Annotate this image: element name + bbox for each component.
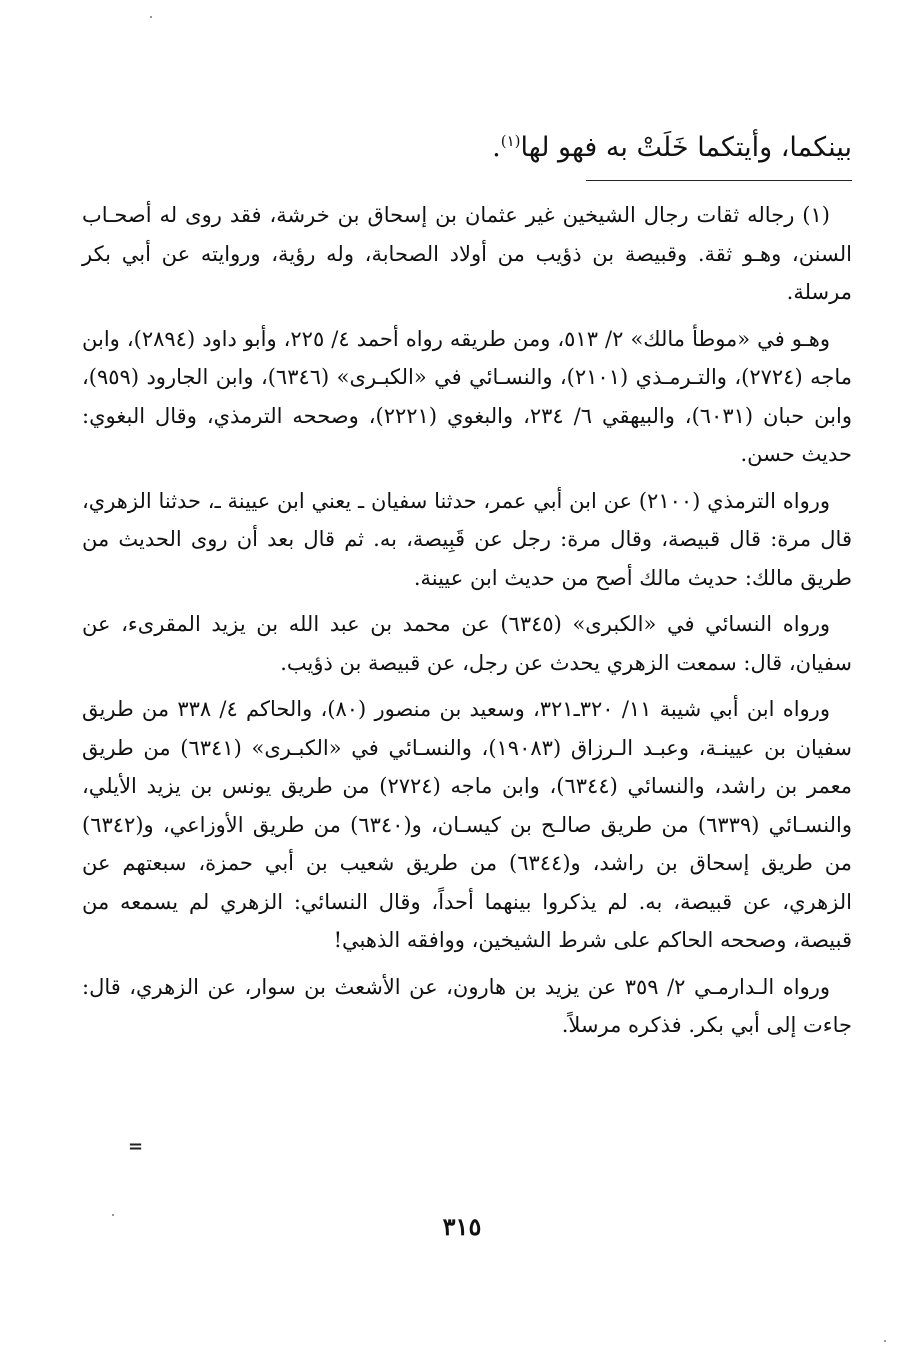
scan-speck [884, 1340, 886, 1342]
footnote-separator [586, 180, 852, 181]
footnote-paragraph: ورواه الترمذي (٢١٠٠) عن ابن أبي عمر، حدثنا سفيان ـ يعني ابن عيينة ـ، حدثنا الزهري، قال مرة: قال قبيصة، وقال مرة: رجل عن قَبِيصة، به. ثم قال بعد أن روى الحديث من طريق مالك: حديث مالك أصح من حديث ابن عيينة. [82, 488, 852, 590]
page-number: ٣١٥ [442, 1212, 482, 1241]
footnote-reference: (١) [500, 132, 521, 150]
footnote-paragraph: ورواه ابن أبي شيبة ١١/ ٣٢٠ـ٣٢١، وسعيد بن منصور (٨٠)، والحاكم ٤/ ٣٣٨ من طريق سفيان بن عيينـة، وعبـد الـرزاق (١٩٠٨٣)، والنسـائي في «الكبـرى» (٦٣٤١) من طريق معمر بن راشد، والنسائي (٦٣٤٤)، وابن ماجه (٢٧٢٤) من طريق يونس بن يزيد الأيلي، والنسـائي (٦٣٣٩) من طريق صالـح بن كيسـان، و(٦٣٤٠) من طريق الأوزاعي، و(٦٣٤٢) من طريق إسحاق بن راشد، و(٦٣٤٤) من طريق شعيب بن أبي حمزة، سبعتهم عن الزهري، عن قبيصة، به. لم يذكروا بينهما أحداً، وقال النسائي: الزهري لم يسمعه من قبيصة، وصححه الحاكم على شرط الشيخين، ووافقه الذهبي! [82, 697, 853, 952]
footnotes-block [82, 196, 852, 1053]
main-text-line [92, 128, 852, 168]
main-text: بينكما، وأيتكما خَلَتْ به فهو لها [520, 132, 852, 163]
footnote-paragraph: ورواه النسائي في «الكبرى» (٦٣٤٥) عن محمد بن عبد الله بن يزيد المقرىء، عن سفيان، قال: سمعت الزهري يحدث عن رجل، عن قبيصة بن ذؤيب. [82, 612, 852, 675]
main-text-end: . [492, 132, 501, 163]
footnote-paragraph: (١) رجاله ثقات رجال الشيخين غير عثمان بن إسحاق بن خرشة، فقد روى له أصحـاب السنن، وهـو ثقة. وقبيصة بن ذؤيب من أولاد الصحابة، وله رؤية، وروايته عن أبي بكر مرسلة. [82, 203, 852, 304]
footnote-paragraph: وهـو في «موطأ مالك» ٢/ ٥١٣، ومن طريقه رواه أحمد ٤/ ٢٢٥، وأبو داود (٢٨٩٤)، وابن ماجه (٢٧٢٤)، والتـرمـذي (٢١٠١)، والنسـائي في «الكبـرى» (٦٣٤٦)، وابن الجارود (٩٥٩)، وابن حبان (٦٠٣١)، والبيهقي ٦/ ٢٣٤، والبغوي (٢٢٢١)، وصححه الترمذي، وقال البغوي: حديث حسن. [82, 326, 852, 466]
scan-speck [150, 16, 152, 18]
footnote-paragraph: ورواه الـدارمـي ٢/ ٣٥٩ عن يزيد بن هارون، عن الأشعث بن سوار، عن الزهري، قال: جاءت إلى أبي بكر. فذكره مرسلاً. [82, 974, 852, 1037]
scan-speck [112, 1214, 114, 1216]
continuation-mark: = [128, 1136, 144, 1157]
